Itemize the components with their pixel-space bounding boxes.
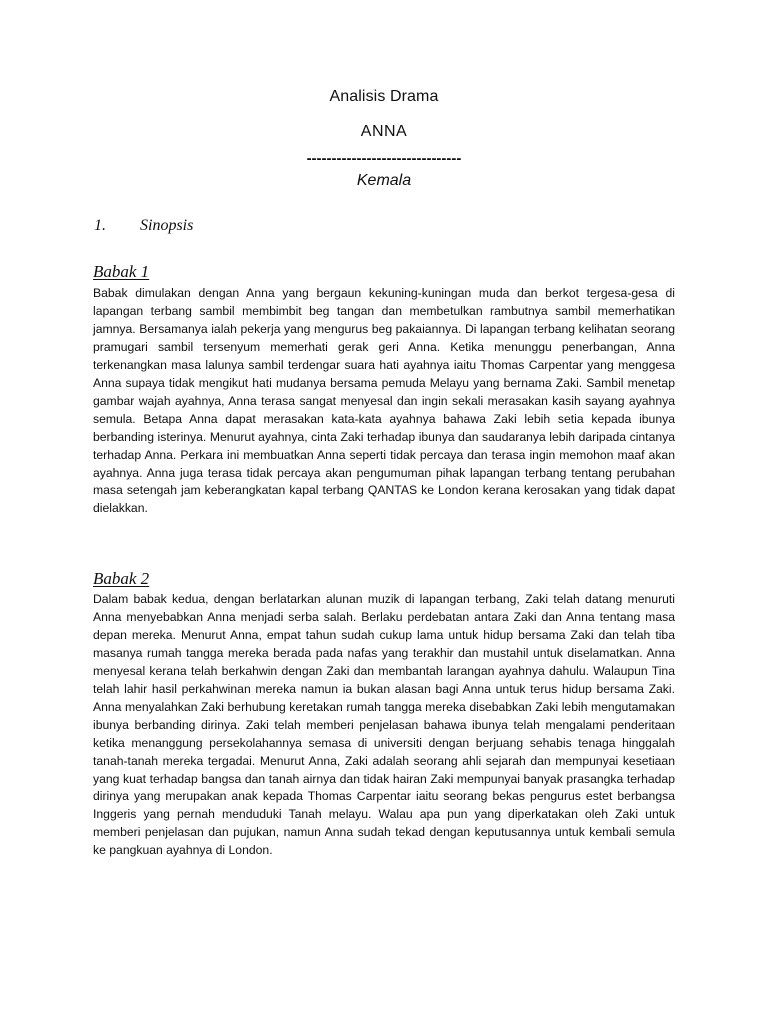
document-subtitle: ANNA — [360, 123, 408, 140]
document-title: Analisis Drama — [329, 88, 439, 105]
babak-2-heading — [93, 569, 149, 589]
title-divider: ------------------------------- — [306, 150, 462, 167]
section-number: 1. — [94, 217, 106, 234]
babak-2-heading-text: Babak 2 — [93, 569, 150, 588]
section-title: Sinopsis — [140, 217, 194, 234]
babak-1-heading — [93, 262, 149, 282]
babak-1-heading-text: Babak 1 — [93, 262, 150, 281]
document-author: Kemala — [356, 172, 412, 189]
section-heading-sinopsis — [94, 217, 193, 235]
babak-2-paragraph: Dalam babak kedua, dengan berlatarkan alunan muzik di lapangan terbang, Zaki telah datang menuruti Anna menyebabkan Anna menjadi serba salah. Berlaku perdebatan antara Zaki dan Anna tentang masa depan mereka. Menurut Anna, empat tahun sudah cukup lama untuk hidup bersama Zaki dan telah tiba masanya rumah tangga mereka berada pada nafas yang terakhir dan mustahil untuk diselamatkan. Anna menyesal kerana telah berkahwin dengan Zaki dan membantah larangan ayahnya dahulu. Walaupun Tina telah lahir hasil perkahwinan mereka namun ia bukan alasan bagi Anna untuk terus hidup bersama Zaki. Anna menyalahkan Zaki berhubung keretakan rumah tangga mereka disebabkan Zaki lebih mengutamakan ibunya berbanding dirinya. Zaki telah memberi penjelasan bahawa ibunya telah mengalami penderitaan ketika menanggung persekolahannya semasa di universiti dengan berjuang sehabis tenaga hinggalah tanah-tanah mereka tergadai. Menurut Anna, Zaki adalah seorang ahli sejarah dan mempunyai kesetiaan yang kuat terhadap bangsa dan tanah airnya dan tidak hairan Zaki mempunyai banyak prasangka terhadap dirinya yang merupakan anak kepada Thomas Carpentar iaitu seorang bekas pengurus estet berbangsa Inggeris yang pernah menduduki Tanah melayu. Walau apa pun yang diperkatakan oleh Zaki untuk memberi penjelasan dan pujukan, namun Anna sudah tekad dengan keputusannya untuk kembali semula ke pangkuan ayahnya di London. — [93, 592, 675, 858]
babak-1-paragraph: Babak dimulakan dengan Anna yang bergaun kekuning-kuningan muda dan berkot tergesa-gesa di lapangan terbang sambil membimbit beg tangan dan membetulkan rambutnya sambil memerhatikan jamnya. Bersamanya ialah pekerja yang mengurus beg pakaiannya. Di lapangan terbang kelihatan seorang pramugari sambil tersenyum memerhati gerak geri Anna. Ketika menunggu penerbangan, Anna terkenangkan masa lalunya sambil terdengar suara hati ayahnya iaitu Thomas Carpentar yang menggesa Anna supaya tidak mengikut hati mudanya bersama pemuda Melayu yang bernama Zaki. Sambil menetap gambar wajah ayahnya, Anna terasa sangat menyesal dan ingin sekali merasakan kasih sayang ayahnya semula. Betapa Anna dapat merasakan kata-kata ayahnya bahawa Zaki lebih setia kepada ibunya berbanding isterinya. Menurut ayahnya, cinta Zaki terhadap ibunya dan saudaranya lebih daripada cintanya terhadap Anna. Perkara ini membuatkan Anna seperti tidak percaya dan terasa ingin memohon maaf akan ayahnya. Anna juga terasa tidak percaya akan pengumuman pihak lapangan terbang tentang perubahan masa setengah jam keberangkatan kapal terbang QANTAS ke London kerana kerosakan yang tidak dapat dielakkan. — [93, 286, 675, 516]
